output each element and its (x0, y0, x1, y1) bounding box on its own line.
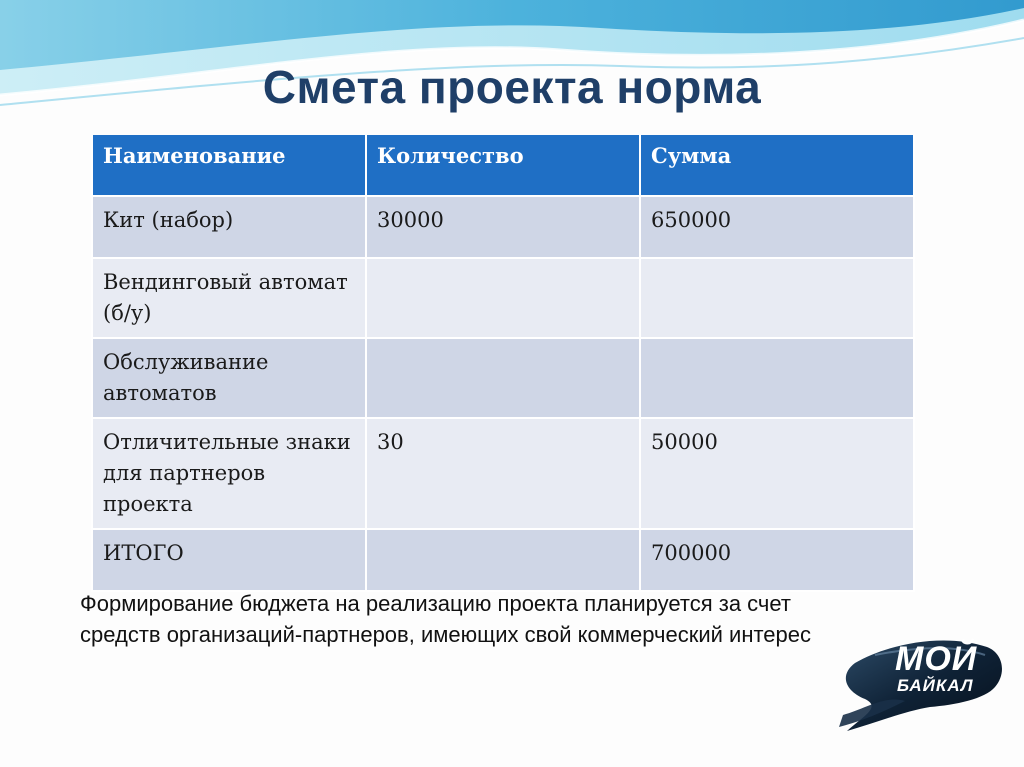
cell-sum: 700000 (640, 529, 914, 591)
cell-quantity: 30000 (366, 196, 640, 258)
cell-quantity (366, 529, 640, 591)
cell-name: Отличительные знаки для партнеров проекта (92, 418, 366, 529)
cell-quantity (366, 258, 640, 338)
table-row (92, 258, 914, 338)
page-title: Смета проекта норма (262, 61, 762, 113)
table-row (92, 196, 914, 258)
cell-quantity (366, 338, 640, 418)
table-header-row (92, 135, 914, 196)
cell-quantity: 30 (366, 418, 640, 529)
cell-sum: 50000 (640, 418, 914, 529)
cell-sum (640, 258, 914, 338)
header-quantity: Количество (366, 135, 640, 196)
note-line-1: Формирование бюджета на реализацию проекта планируется за счет (80, 591, 791, 616)
cell-name: ИТОГО (92, 529, 366, 591)
cell-name: Вендинговый автомат (б/у) (92, 258, 366, 338)
cell-name: Обслуживание автоматов (92, 338, 366, 418)
logo-line-1: МОЙ (895, 640, 978, 678)
table-row (92, 338, 914, 418)
note-line-2: средств организаций-партнеров, имеющих свой коммерческий интерес (80, 622, 812, 647)
cell-sum: 650000 (640, 196, 914, 258)
header-name: Наименование (92, 135, 366, 196)
logo-line-2: БАЙКАЛ (897, 676, 974, 695)
cell-sum (640, 338, 914, 418)
budget-table (91, 135, 915, 592)
table-row (92, 529, 914, 591)
header-sum: Сумма (640, 135, 914, 196)
cell-name: Кит (набор) (92, 196, 366, 258)
table-row (92, 418, 914, 529)
